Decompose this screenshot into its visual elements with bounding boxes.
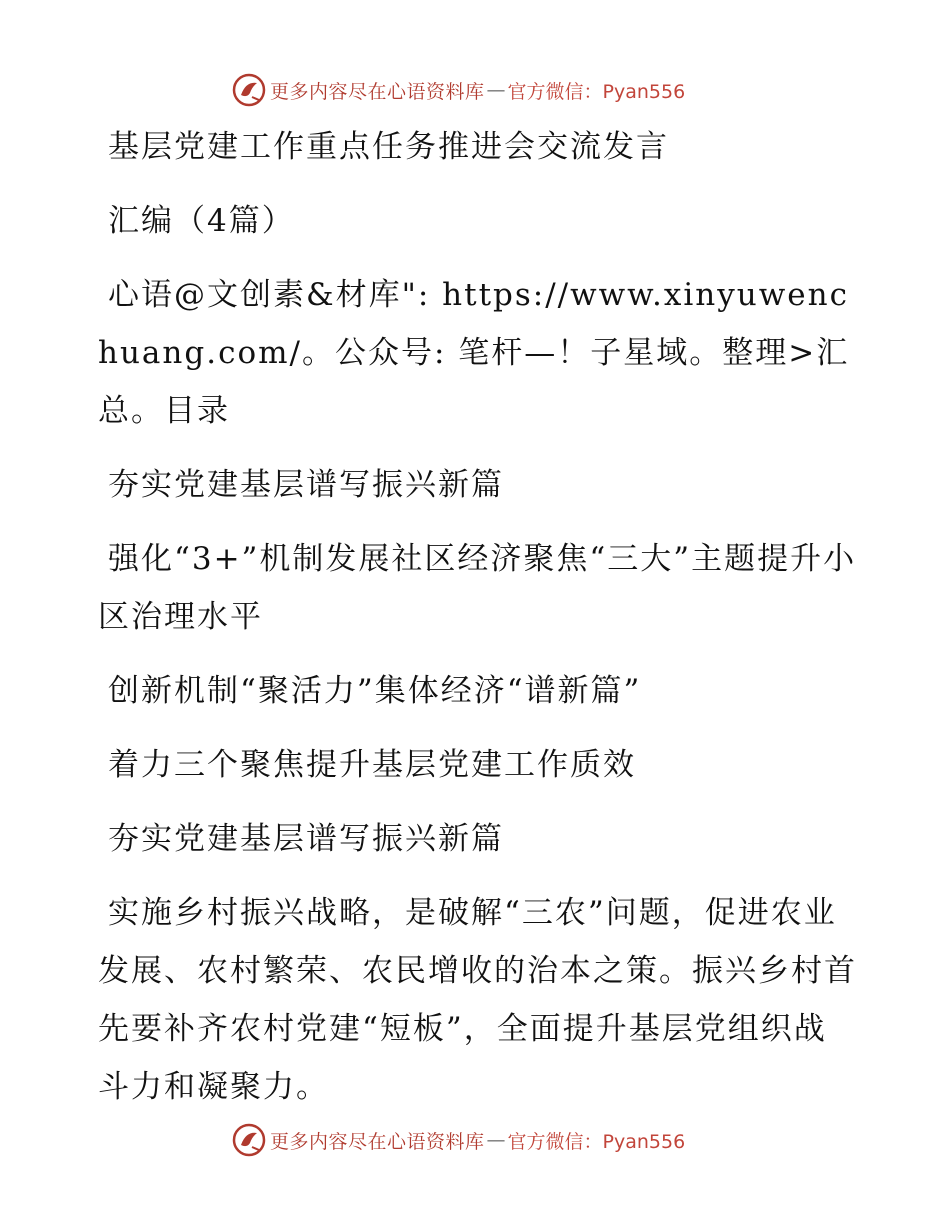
document-title-line1: 基层党建工作重点任务推进会交流发言 bbox=[108, 129, 669, 165]
body-paragraph: 实施乡村振兴战略，是破解“三农”问题，促进农业发展、农村繁荣、农民增收的治本之策。振兴乡村首先要补齐农村党建“短板”，全面提升基层党组织战斗力和凝聚力。 bbox=[98, 895, 857, 1105]
brand-logo-icon bbox=[232, 1123, 266, 1157]
toc-item-3: 创新机制“聚活力”集体经济“谱新篇” bbox=[108, 673, 642, 709]
watermark-text: 更多内容尽在心语资料库 bbox=[270, 80, 485, 103]
watermark-contact: 官方微信：Pyan556 bbox=[507, 1130, 686, 1153]
document-title-line2: 汇编（4篇） bbox=[108, 203, 295, 239]
watermark-contact: 官方微信：Pyan556 bbox=[507, 80, 686, 103]
watermark-separator: — bbox=[486, 79, 506, 101]
watermark-separator: — bbox=[486, 1129, 506, 1151]
toc-item-4: 着力三个聚焦提升基层党建工作质效 bbox=[108, 747, 636, 783]
footer-watermark bbox=[232, 1122, 685, 1158]
brand-logo-icon bbox=[232, 73, 266, 107]
header-watermark bbox=[232, 72, 685, 108]
watermark-text: 更多内容尽在心语资料库 bbox=[270, 1130, 485, 1153]
source-line: 心语@文创素&材库": https://www.xinyuwenchuang.com/。公众号: 笔杆—！子星域。整理>汇总。目录 bbox=[98, 277, 850, 429]
section-heading: 夯实党建基层谱写振兴新篇 bbox=[108, 821, 504, 857]
toc-item-2: 强化“3+”机制发展社区经济聚焦“三大”主题提升小区治理水平 bbox=[98, 541, 857, 635]
toc-item-1: 夯实党建基层谱写振兴新篇 bbox=[108, 467, 504, 503]
